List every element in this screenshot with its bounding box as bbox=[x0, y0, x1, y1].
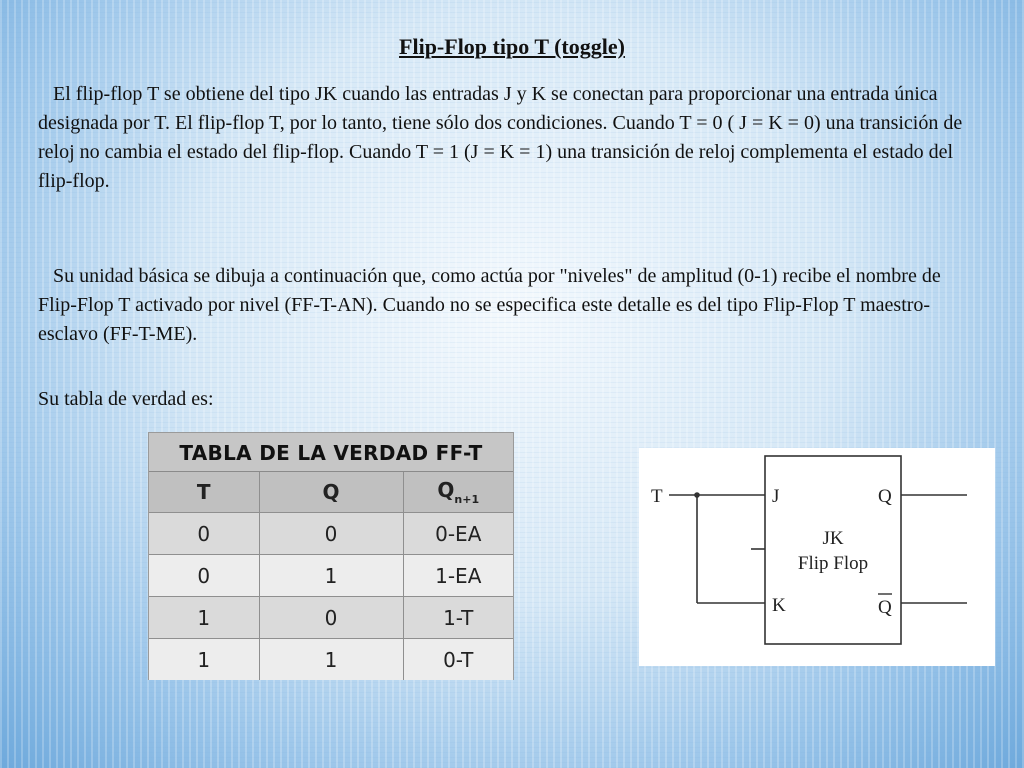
table-row bbox=[149, 639, 513, 681]
cell-t: 1 bbox=[149, 639, 259, 681]
header-qn1 bbox=[403, 472, 513, 513]
cell-q: 1 bbox=[259, 555, 403, 597]
truth-table-title: TABLA DE LA VERDAD FF-T bbox=[149, 433, 513, 472]
cell-t: 1 bbox=[149, 597, 259, 639]
header-q: Q bbox=[259, 472, 403, 513]
cell-qn1: 0-EA bbox=[403, 513, 513, 555]
table-row bbox=[149, 555, 513, 597]
label-pin-j: J bbox=[772, 486, 780, 507]
truth-table bbox=[148, 432, 514, 680]
slide-title: Flip-Flop tipo T (toggle) bbox=[399, 34, 625, 59]
cell-q: 0 bbox=[259, 597, 403, 639]
block-label-flipflop: Flip Flop bbox=[797, 553, 869, 574]
paragraph-basic-unit: Su unidad básica se dibuja a continuación que, como actúa por "niveles" de amplitud (0-1) recibe el nombre de Flip-Flop T activado por nivel (FF-T-AN). Cuando no se especifica este detalle es del tipo Flip-Flop T maestro-esclavo (FF-T-ME). bbox=[38, 265, 941, 345]
block-label-jk: JK bbox=[822, 528, 844, 549]
paragraph-truth-table-intro: Su tabla de verdad es: bbox=[38, 388, 214, 410]
cell-qn1: 1-T bbox=[403, 597, 513, 639]
truth-table-grid bbox=[149, 472, 513, 680]
table-row bbox=[149, 597, 513, 639]
paragraph-intro: El flip-flop T se obtiene del tipo JK cuando las entradas J y K se conectan para proporcionar una entrada única designada por T. El flip-flop T, por lo tanto, tiene sólo dos condiciones. Cuando T = 0 ( J = K = 0) una transición de reloj no cambia el estado del flip-flop. Cuando T = 1 (J = K = 1) una transición de reloj complementa el estado del flip-flop. bbox=[38, 83, 963, 192]
table-row bbox=[149, 513, 513, 555]
diagram-svg bbox=[639, 448, 995, 666]
label-out-qbar: Q bbox=[878, 597, 892, 618]
header-t: T bbox=[149, 472, 259, 513]
cell-q: 1 bbox=[259, 639, 403, 681]
header-qn1-main: Q bbox=[437, 478, 455, 502]
cell-qn1: 0-T bbox=[403, 639, 513, 681]
cell-q: 0 bbox=[259, 513, 403, 555]
header-qn1-subscript: n+1 bbox=[454, 493, 480, 506]
label-out-q: Q bbox=[878, 486, 892, 507]
cell-t: 0 bbox=[149, 513, 259, 555]
truth-table-header-row bbox=[149, 472, 513, 513]
jk-flip-flop-diagram bbox=[639, 448, 995, 666]
cell-qn1: 1-EA bbox=[403, 555, 513, 597]
label-t-input: T bbox=[651, 486, 663, 507]
label-pin-k: K bbox=[772, 595, 786, 616]
cell-t: 0 bbox=[149, 555, 259, 597]
